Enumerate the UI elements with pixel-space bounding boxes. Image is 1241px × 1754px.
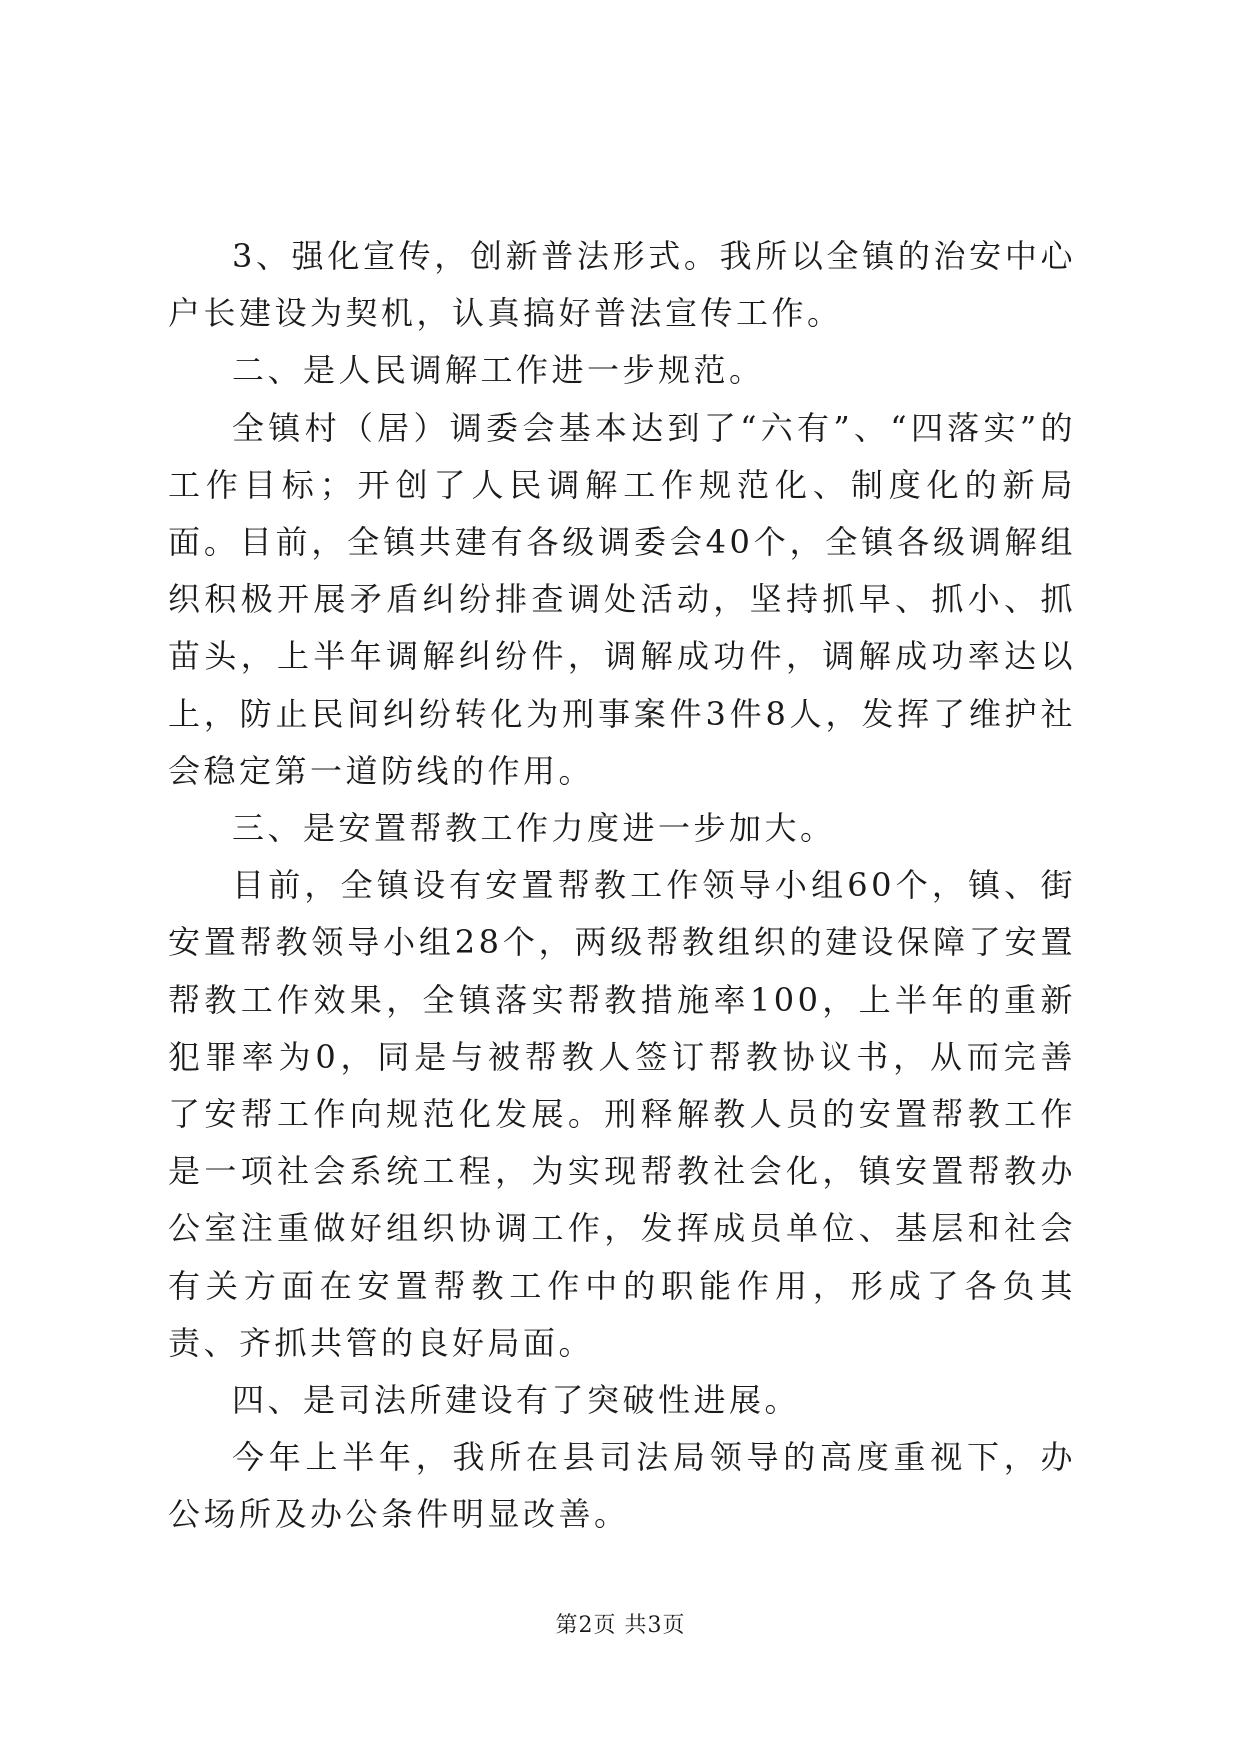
paragraph-resettlement: 目前，全镇设有安置帮教工作领导小组60个，镇、街安置帮教领导小组28个，两级帮教组织的建设保障了安置帮教工作效果，全镇落实帮教措施率100，上半年的重新犯罪率为0，同是与被帮教人签订帮教协议书，从而完善了安帮工作向规范化发展。刑释解教人员的安置帮教工作是一项社会系统工程，为实现帮教社会化，镇安置帮教办公室注重做好组织协调工作，发挥成员单位、基层和社会有关方面在安置帮教工作中的职能作用，形成了各负其责、齐抓共管的良好局面。 bbox=[168, 866, 1076, 1362]
paragraph-mediation: 全镇村（居）调委会基本达到了“六有”、“四落实”的工作目标；开创了人民调解工作规范化、制度化的新局面。目前，全镇共建有各级调委会40个，全镇各级调解组织积极开展矛盾纠纷排查调处活动，坚持抓早、抓小、抓苗头，上半年调解纠纷件，调解成功件，调解成功率达以上，防止民间纠纷转化为刑事案件3件8人，发挥了维护社会稳定第一道防线的作用。 bbox=[168, 408, 1076, 790]
heading-mediation: 二、是人民调解工作进一步规范。 bbox=[232, 351, 765, 390]
paragraph-publicity: 3、强化宣传，创新普法形式。我所以全镇的治安中心户长建设为契机，认真搞好普法宣传工作。 bbox=[168, 237, 1076, 333]
page-number-footer: 第2页 共3页 bbox=[555, 1613, 686, 1638]
document-body bbox=[168, 228, 1076, 1544]
heading-judicial-office: 四、是司法所建设有了突破性进展。 bbox=[232, 1381, 801, 1420]
heading-resettlement: 三、是安置帮教工作力度进一步加大。 bbox=[232, 809, 836, 848]
paragraph-judicial-office: 今年上半年，我所在县司法局领导的高度重视下，办公场所及办公条件明显改善。 bbox=[168, 1438, 1076, 1534]
